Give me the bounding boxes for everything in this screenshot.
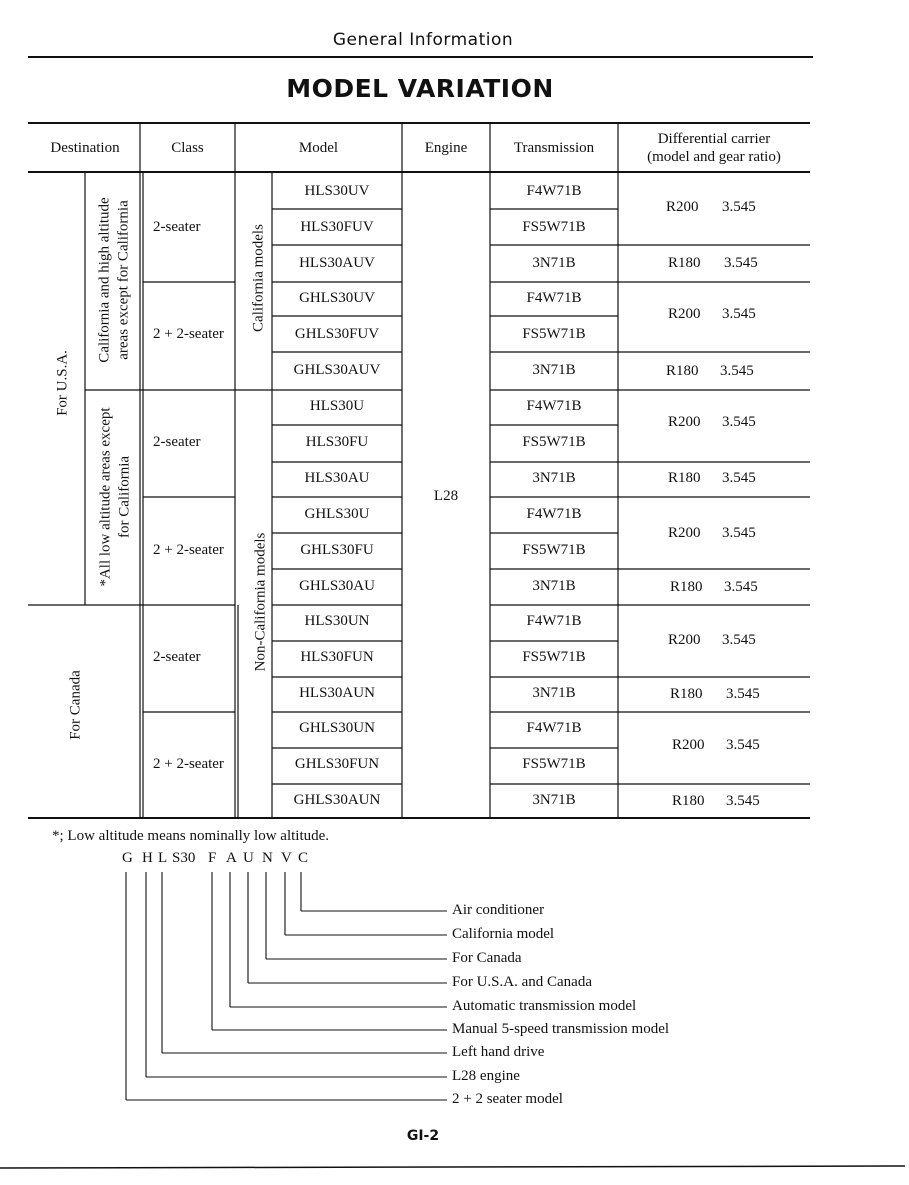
code-letter: V: [281, 850, 292, 866]
diff-ratio: 3.545: [722, 414, 756, 430]
diff-ratio: 3.545: [720, 363, 754, 379]
transmission-cell: 3N71B: [532, 470, 576, 486]
col-header-class: Class: [171, 140, 204, 156]
footnote: *; Low altitude means nominally low altitude.: [52, 828, 330, 844]
code-letter: G: [122, 850, 133, 866]
diff-carrier: R200: [668, 414, 701, 430]
model-cell: HLS30FUN: [300, 649, 374, 665]
legend-item: Air conditioner: [452, 902, 545, 918]
class-cell: 2-seater: [153, 434, 201, 450]
engine-cell: L28: [433, 488, 459, 504]
model-cell: GHLS30AUV: [293, 362, 381, 378]
legend-item: Manual 5-speed transmission model: [452, 1021, 670, 1037]
model-cell: GHLS30FU: [300, 542, 374, 558]
transmission-cell: FS5W71B: [522, 434, 586, 450]
diff-carrier: R180: [670, 686, 703, 702]
model-cell: HLS30U: [309, 398, 365, 414]
code-letter: C: [298, 850, 309, 866]
code-letter: F: [208, 850, 217, 866]
col-header-differential-line1: Differential carrier: [657, 131, 771, 147]
model-cell: GHLS30UV: [299, 290, 375, 306]
legend-item: For U.S.A. and Canada: [452, 974, 592, 990]
transmission-cell: FS5W71B: [522, 326, 586, 342]
diff-ratio: 3.545: [722, 199, 756, 215]
diff-ratio: 3.545: [724, 255, 758, 271]
model-cell: HLS30AUV: [299, 255, 375, 271]
group-label-cal-high-line2: areas except for California: [115, 200, 132, 360]
transmission-cell: 3N71B: [532, 578, 576, 594]
diff-ratio: 3.545: [722, 306, 756, 322]
code-letter: A: [226, 850, 237, 866]
legend-item: Left hand drive: [452, 1044, 545, 1060]
page-number: GI-2: [406, 1128, 440, 1144]
transmission-cell: F4W71B: [526, 613, 582, 629]
legend-item: 2 + 2 seater model: [452, 1091, 563, 1107]
code-letter: U: [243, 850, 254, 866]
diff-carrier: R200: [666, 199, 699, 215]
transmission-cell: 3N71B: [532, 255, 576, 271]
group-label-low-alt-line2: for California: [116, 455, 133, 539]
diff-carrier: R200: [668, 306, 701, 322]
section-header: General Information: [332, 30, 514, 50]
transmission-cell: FS5W71B: [522, 756, 586, 772]
legend-item: Automatic transmission model: [452, 998, 637, 1014]
diff-carrier: R180: [670, 579, 703, 595]
col-header-differential-line2: (model and gear ratio): [647, 149, 781, 165]
model-cell: GHLS30U: [304, 506, 370, 522]
group-label-canada: For Canada: [67, 670, 84, 740]
diff-carrier: R180: [666, 363, 699, 379]
diff-carrier: R200: [668, 632, 701, 648]
col-header-model: Model: [298, 140, 339, 156]
diff-ratio: 3.545: [722, 632, 756, 648]
class-cell: 2 + 2-seater: [153, 326, 224, 342]
col-header-destination: Destination: [50, 140, 120, 156]
diff-carrier: R180: [668, 255, 701, 271]
model-cell: HLS30AU: [304, 470, 370, 486]
transmission-cell: FS5W71B: [522, 649, 586, 665]
model-cell: GHLS30AUN: [293, 792, 381, 808]
transmission-cell: F4W71B: [526, 290, 582, 306]
group-label-low-alt-line1: *All low altitude areas except: [97, 407, 114, 587]
group-label-usa: For U.S.A.: [54, 350, 71, 416]
class-cell: 2 + 2-seater: [153, 756, 224, 772]
model-cell: HLS30AUN: [299, 685, 375, 701]
transmission-cell: FS5W71B: [522, 542, 586, 558]
diff-carrier: R180: [672, 793, 705, 809]
transmission-cell: F4W71B: [526, 398, 582, 414]
diff-ratio: 3.545: [722, 525, 756, 541]
model-cell: HLS30UN: [304, 613, 370, 629]
transmission-cell: FS5W71B: [522, 219, 586, 235]
group-label-california-models: California models: [250, 224, 267, 332]
diff-ratio: 3.545: [726, 686, 760, 702]
code-letter: N: [262, 850, 273, 866]
legend-item: California model: [452, 926, 555, 942]
col-header-transmission: Transmission: [513, 140, 595, 156]
legend-item: L28 engine: [452, 1068, 520, 1084]
model-cell: GHLS30FUN: [294, 756, 380, 772]
class-cell: 2-seater: [153, 649, 201, 665]
diff-ratio: 3.545: [724, 579, 758, 595]
model-cell: HLS30UV: [304, 183, 370, 199]
diff-ratio: 3.545: [722, 470, 756, 486]
transmission-cell: F4W71B: [526, 183, 582, 199]
diff-carrier: R200: [672, 737, 705, 753]
transmission-cell: 3N71B: [532, 362, 576, 378]
diff-ratio: 3.545: [726, 793, 760, 809]
transmission-cell: 3N71B: [532, 792, 576, 808]
diff-carrier: R200: [668, 525, 701, 541]
code-letter: H: [142, 850, 153, 866]
footer-rule: [0, 1166, 905, 1168]
transmission-cell: 3N71B: [532, 685, 576, 701]
col-header-engine: Engine: [424, 140, 468, 156]
model-cell: HLS30FUV: [300, 219, 374, 235]
class-cell: 2 + 2-seater: [153, 542, 224, 558]
code-letter: L: [158, 850, 168, 866]
group-label-cal-high-line1: California and high altitude: [96, 197, 113, 363]
legend-item: For Canada: [452, 950, 522, 966]
diff-ratio: 3.545: [726, 737, 760, 753]
transmission-cell: F4W71B: [526, 720, 582, 736]
class-cell: 2-seater: [153, 219, 201, 235]
code-letter: S30: [172, 850, 196, 866]
model-cell: HLS30FU: [305, 434, 369, 450]
model-cell: GHLS30FUV: [294, 326, 380, 342]
page-title: MODEL VARIATION: [286, 74, 554, 103]
group-label-non-california-models: Non-California models: [252, 532, 269, 672]
model-cell: GHLS30AU: [299, 578, 375, 594]
transmission-cell: F4W71B: [526, 506, 582, 522]
diff-carrier: R180: [668, 470, 701, 486]
model-cell: GHLS30UN: [299, 720, 375, 736]
